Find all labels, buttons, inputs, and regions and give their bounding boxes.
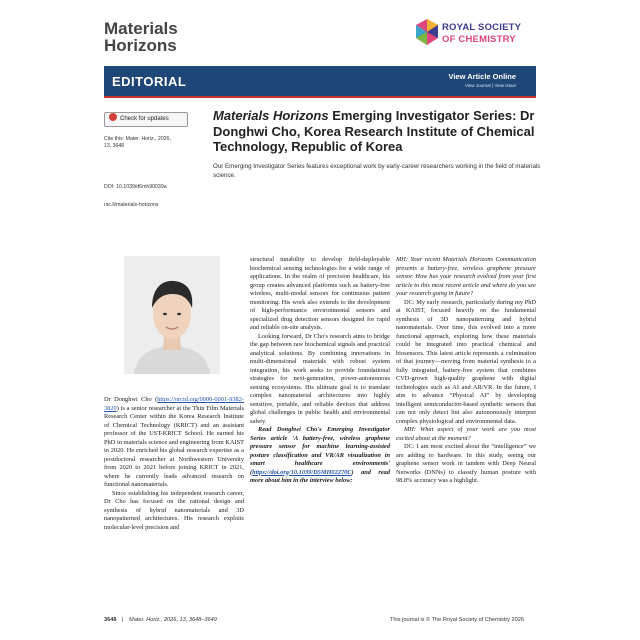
section-banner	[104, 66, 536, 98]
body-column-3	[396, 256, 536, 486]
publisher-line1: ROYAL SOCIETY	[442, 22, 522, 33]
interview-answer-1: DC: My early research, particularly during my PhD at KAIST, focused heavily on the fundamental synthesis of 3D nanopatterning and hybrid nanomaterials. Over time, this evolved into a more functional approach, exploring how these materials could be integrated into practical chemical and biosensors. This latest article represents a culmination of that journey—moving from material synthesis to a fully integrated, battery-free system that combines CVD-grown high-quality graphene with digital technologies such as AI and AR/VR. In the future, I aim to advance “Physical AI” by developing intelligent semiconductor-based synthetic sensors that can not only detect but also autonomously interpret complex physiological and environmental data.	[396, 298, 536, 425]
publisher-line2: OF CHEMISTRY	[442, 34, 516, 45]
citation-block	[104, 136, 171, 150]
read-article-text-end: ) and read more about him in the interview below:	[250, 468, 390, 484]
title-rest: Emerging Investigator Series: Dr Donghwi Cho, Korea Research Institute of Chemical Technology, Republic of Korea	[213, 108, 535, 154]
portrait-image-icon	[124, 256, 220, 374]
check-for-updates-button[interactable]	[104, 112, 188, 127]
article-intro: Our Emerging Investigator Series features exceptional work by early-career researchers working in the field of materials science.	[213, 163, 541, 179]
interview-answer-2: DC: I am most excited about the “intelligence” we are adding to hardware. In this study, seeing our graphene sensor work in tandem with Deep Neural Networks (DNNs) to classify human posture with 98.8% accuracy was a highlight.	[396, 443, 536, 484]
interview-question-1: MH: Your recent Materials Horizons Communication presents a battery-free, wireless graphene pressure sensor. How has your research evolved from your first article to this most recent article and where do you see your research going in future?	[396, 256, 536, 297]
cite-line1: Cite this: Mater. Horiz., 2026,	[104, 136, 171, 142]
page-footer-left	[104, 617, 217, 623]
rsc-logo-icon	[414, 18, 440, 46]
bio-paragraph	[104, 396, 244, 490]
research-paragraph: Since establishing his independent research career, Dr Cho has focused on the rational design and synthesis of hybrid nanomaterials and 3D nanopatterned architectures. His research exploits molecular-level precision and	[104, 489, 244, 531]
check-updates-label: Check for updates	[120, 116, 169, 122]
journal-title	[104, 20, 178, 54]
view-journal-issue-link[interactable]: View Journal | View Issue	[464, 83, 516, 88]
view-article-online-link[interactable]: View Article Online	[448, 72, 516, 81]
body-column-1	[104, 396, 244, 532]
read-article-text: Read Donghwi Cho's Emerging Investigator Series article 'A battery-free, wireless graphene pressure sensor for machine learning-assisted posture classification and VR/AR visualization in smart healthcare environments' (	[250, 426, 390, 476]
outlook-paragraph: Looking forward, Dr Cho's research aims to bridge the gap between raw biochemical signals and practical analytical solutions. By combining innovations in multi-dimensional materials with robust system integration, his work seeks to provide foundational strategies for next-generation, power-autonomous sensing ecosystems. His ultimate goal is to translate complex nanomaterial architectures into highly sensitive, portable, and reliable devices that address global challenges in public health and environmental safety.	[250, 332, 390, 425]
bio-text-start: Dr Donghwi Cho (	[104, 396, 158, 403]
journal-url-link[interactable]: rsc.li/materials-horizons	[104, 202, 159, 208]
bio-text-rest: ) is a senior researcher at the Thin Film Materials Research Center within the Korea Research Institute of Chemical Technology (KRICT) and an assistant professor of the UST-KRICT School. He earned his PhD in materials science and engineering from KAIST in 2020. He enriched his global research expertise as a postdoctoral researcher at Northwestern University from 2020 to 2021 before joining KRICT in 2021, where he currently leads advanced research on functional nanomaterials.	[104, 404, 244, 488]
title-journal-name: Materials Horizons	[213, 108, 329, 123]
journal-title-line2: Horizons	[104, 36, 177, 55]
journal-title-line1: Materials	[104, 19, 178, 38]
section-label: EDITORIAL	[112, 74, 187, 89]
orcid-link[interactable]: https://orcid.org/0000-0001-9382-3820	[104, 396, 244, 412]
body-column-2	[250, 256, 390, 486]
footer-citation: Mater. Horiz., 2026, 13, 3648–3649	[129, 617, 217, 623]
article-title	[213, 108, 543, 155]
publisher-name	[442, 22, 521, 46]
update-badge-icon	[109, 113, 117, 121]
author-photo	[124, 256, 220, 374]
interview-question-2: MH: What aspect of your work are you most excited about at the moment?	[396, 426, 536, 442]
article-doi-link[interactable]: https://doi.org/10.1039/D5MH02270C	[252, 468, 352, 476]
research-continued-paragraph: structural tunability to develop field-deployable biochemical sensing technologies for a wide range of applications. In the realm of precision healthcare, his group creates advanced platforms such as battery-free wireless, multi-modal sensors for continuous patient monitoring. His work also extends to the development of high-performance environmental sensors and specialized drug detection sensors designed for rapid and reliable on-site analysis.	[250, 256, 390, 331]
footer-copyright: This journal is © The Royal Society of Chemistry 2026	[390, 617, 524, 623]
doi-text: DOI: 10.1039/d6mh90039a	[104, 184, 167, 190]
footer-divider: |	[122, 617, 124, 623]
page-number: 3648	[104, 617, 117, 623]
read-article-paragraph	[250, 426, 390, 486]
cite-line2: 13, 3648	[104, 143, 125, 149]
